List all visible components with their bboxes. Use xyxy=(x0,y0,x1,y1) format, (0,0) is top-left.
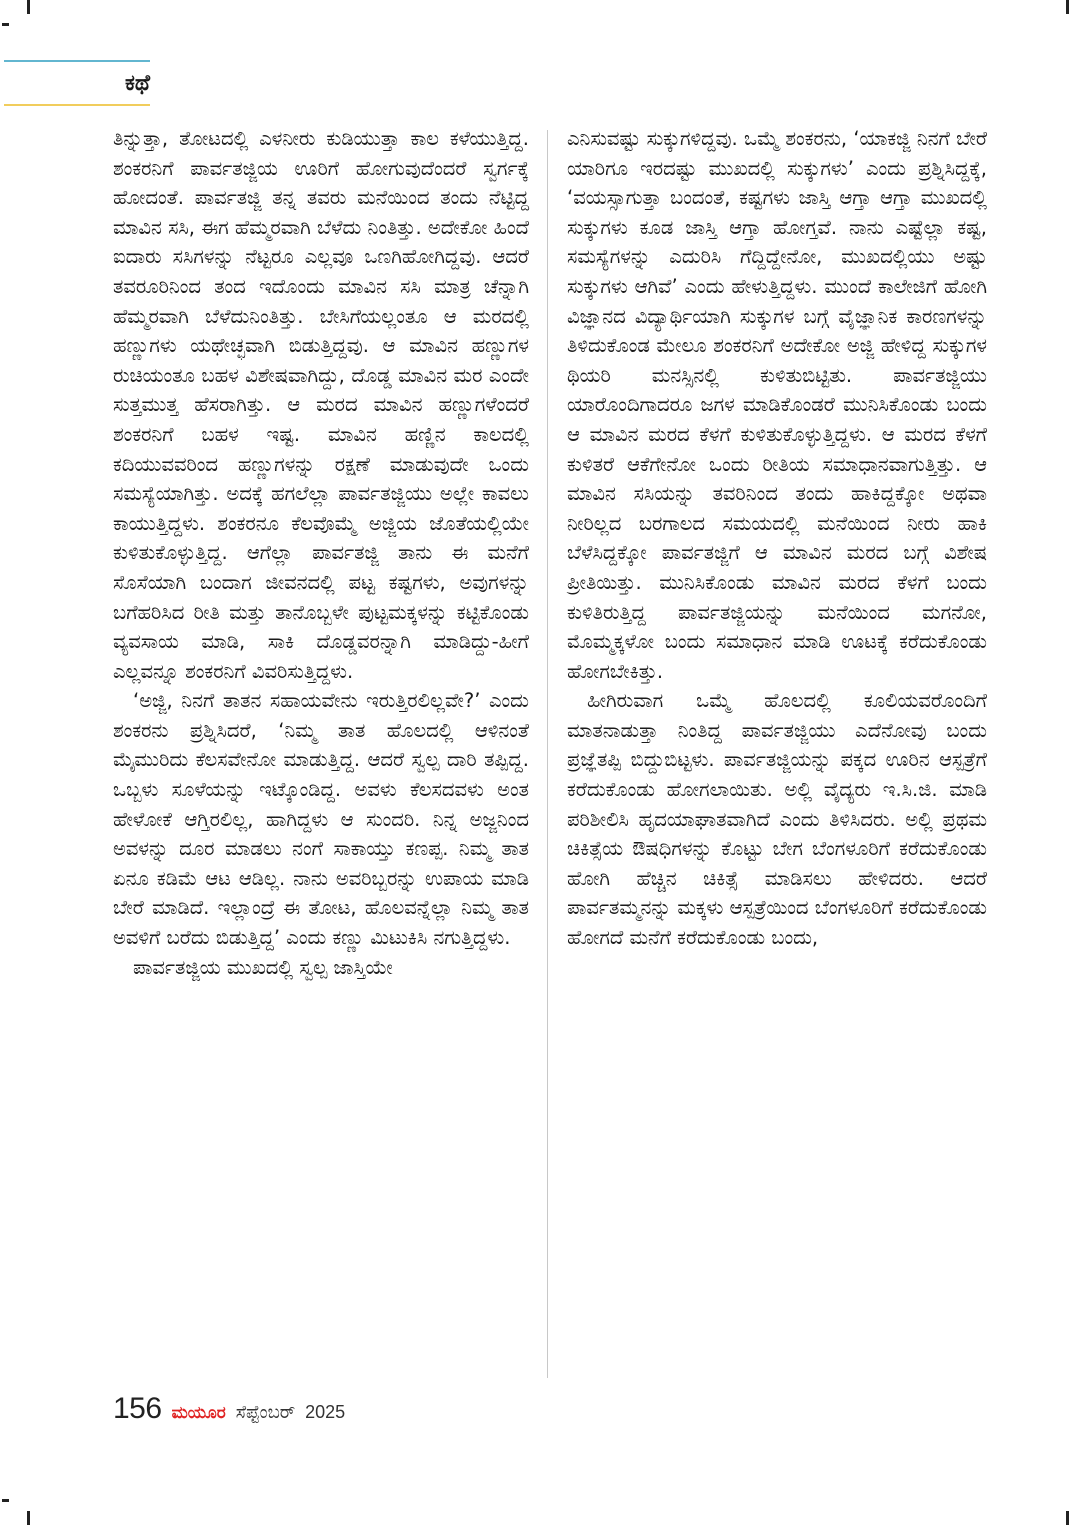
issue-month: ಸೆಪ್ಟೆಂಬರ್ xyxy=(235,1402,296,1423)
section-header xyxy=(4,58,150,108)
crop-mark xyxy=(2,23,9,26)
issue-year: 2025 xyxy=(305,1402,346,1422)
header-rule-top xyxy=(4,60,150,62)
section-label: ಕಥೆ xyxy=(125,71,150,96)
header-rule-bottom xyxy=(4,104,150,106)
crop-mark xyxy=(1066,0,1069,14)
article-column-left xyxy=(113,124,529,982)
paragraph: ಎನಿಸುವಷ್ಟು ಸುಕ್ಕುಗಳಿದ್ದವು. ಒಮ್ಮೆ ಶಂಕರನು, ‘ಯಾಕಜ್ಜಿ ನಿನಗೆ ಬೇರೆ ಯಾರಿಗೂ ಇರದಷ್ಟು ಮುಖದಲ್ಲಿ ಸುಕ್ಕುಗಳು’ ಎಂದು ಪ್ರಶ್ನಿಸಿದ್ದಕ್ಕೆ, ‘ವಯಸ್ಸಾಗುತ್ತಾ ಬಂದಂತೆ, ಕಷ್ಟಗಳು ಜಾಸ್ತಿ ಆಗ್ತಾ ಆಗ್ತಾ ಮುಖದಲ್ಲಿ ಸುಕ್ಕುಗಳು ಕೂಡ ಜಾಸ್ತಿ ಆಗ್ತಾ ಹೋಗ್ತವೆ. ನಾನು ಎಷ್ಟೆಲ್ಲಾ ಕಷ್ಟ, ಸಮಸ್ಯೆಗಳನ್ನು ಎದುರಿಸಿ ಗೆದ್ದಿದ್ದೇನೋ, ಮುಖದಲ್ಲಿಯು ಅಷ್ಟು ಸುಕ್ಕುಗಳು ಆಗಿವೆ’ ಎಂದು ಹೇಳುತ್ತಿದ್ದಳು. ಮುಂದೆ ಕಾಲೇಜಿಗೆ ಹೋಗಿ ವಿಜ್ಞಾನದ ವಿದ್ಯಾರ್ಥಿಯಾಗಿ ಸುಕ್ಕುಗಳ ಬಗ್ಗೆ ವೈಜ್ಞಾನಿಕ ಕಾರಣಗಳನ್ನು ತಿಳಿದುಕೊಂಡ ಮೇಲೂ ಶಂಕರನಿಗೆ ಅದೇಕೋ ಅಜ್ಜಿ ಹೇಳಿದ್ದ ಸುಕ್ಕುಗಳ ಥಿಯರಿ ಮನಸ್ಸಿನಲ್ಲಿ ಕುಳಿತುಬಿಟ್ಟಿತು. ಪಾರ್ವತಜ್ಜಿಯು ಯಾರೊಂದಿಗಾದರೂ ಜಗಳ ಮಾಡಿಕೊಂಡರೆ ಮುನಿಸಿಕೊಂಡು ಬಂದು ಆ ಮಾವಿನ ಮರದ ಕೆಳಗೆ ಕುಳಿತುಕೊಳ್ಳುತ್ತಿದ್ದಳು. ಆ ಮರದ ಕೆಳಗೆ ಕುಳಿತರೆ ಆಕೆಗೇನೋ ಒಂದು ರೀತಿಯ ಸಮಾಧಾನವಾಗುತ್ತಿತ್ತು. ಆ ಮಾವಿನ ಸಸಿಯನ್ನು ತವರಿನಿಂದ ತಂದು ಹಾಕಿದ್ದಕ್ಕೋ ಅಥವಾ ನೀರಿಲ್ಲದ ಬರಗಾಲದ ಸಮಯದಲ್ಲಿ ಮನೆಯಿಂದ ನೀರು ಹಾಕಿ ಬೆಳೆಸಿದ್ದಕ್ಕೋ ಪಾರ್ವತಜ್ಜಿಗೆ ಆ ಮಾವಿನ ಮರದ ಬಗ್ಗೆ ವಿಶೇಷ ಪ್ರೀತಿಯಿತ್ತು. ಮುನಿಸಿಕೊಂಡು ಮಾವಿನ ಮರದ ಕೆಳಗೆ ಬಂದು ಕುಳಿತಿರುತ್ತಿದ್ದ ಪಾರ್ವತಜ್ಜಿಯನ್ನು ಮನೆಯಿಂದ ಮಗನೋ, ಮೊಮ್ಮಕ್ಕಳೋ ಬಂದು ಸಮಾಧಾನ ಮಾಡಿ ಊಟಕ್ಕೆ ಕರೆದುಕೊಂಡು ಹೋಗಬೇಕಿತ್ತು. xyxy=(567,127,987,683)
article-column-right xyxy=(567,124,987,953)
paragraph: ತಿನ್ನುತ್ತಾ, ತೋಟದಲ್ಲಿ ಎಳನೀರು ಕುಡಿಯುತ್ತಾ ಕಾಲ ಕಳೆಯುತ್ತಿದ್ದ. ಶಂಕರನಿಗೆ ಪಾರ್ವತಜ್ಜಿಯ ಊರಿಗೆ ಹೋಗುವುದೆಂದರೆ ಸ್ವರ್ಗಕ್ಕೆ ಹೋದಂತೆ. ಪಾರ್ವತಜ್ಜಿ ತನ್ನ ತವರು ಮನೆಯಿಂದ ತಂದು ನೆಟ್ಟಿದ್ದ ಮಾವಿನ ಸಸಿ, ಈಗ ಹೆಮ್ಮರವಾಗಿ ಬೆಳೆದು ನಿಂತಿತ್ತು. ಅದೇಕೋ ಹಿಂದೆ ಐದಾರು ಸಸಿಗಳನ್ನು ನೆಟ್ಟರೂ ಎಲ್ಲವೂ ಒಣಗಿಹೋಗಿದ್ದವು. ಆದರೆ ತವರೂರಿನಿಂದ ತಂದ ಇದೊಂದು ಮಾವಿನ ಸಸಿ ಮಾತ್ರ ಚೆನ್ನಾಗಿ ಹೆಮ್ಮರವಾಗಿ ಬೆಳೆದುನಿಂತಿತ್ತು. ಬೇಸಿಗೆಯಲ್ಲಂತೂ ಆ ಮರದಲ್ಲಿ ಹಣ್ಣುಗಳು ಯಥೇಚ್ಛವಾಗಿ ಬಿಡುತ್ತಿದ್ದವು. ಆ ಮಾವಿನ ಹಣ್ಣುಗಳ ರುಚಿಯಂತೂ ಬಹಳ ವಿಶೇಷವಾಗಿದ್ದು, ದೊಡ್ಡ ಮಾವಿನ ಮರ ಎಂದೇ ಸುತ್ತಮುತ್ತ ಹೆಸರಾಗಿತ್ತು. ಆ ಮರದ ಮಾವಿನ ಹಣ್ಣುಗಳೆಂದರೆ ಶಂಕರನಿಗೆ ಬಹಳ ಇಷ್ಟ. ಮಾವಿನ ಹಣ್ಣಿನ ಕಾಲದಲ್ಲಿ ಕದಿಯುವವರಿಂದ ಹಣ್ಣುಗಳನ್ನು ರಕ್ಷಣೆ ಮಾಡುವುದೇ ಒಂದು ಸಮಸ್ಯೆಯಾಗಿತ್ತು. ಅದಕ್ಕೆ ಹಗಲೆಲ್ಲಾ ಪಾರ್ವತಜ್ಜಿಯು ಅಲ್ಲೇ ಕಾವಲು ಕಾಯುತ್ತಿದ್ದಳು. ಶಂಕರನೂ ಕೆಲವೊಮ್ಮೆ ಅಜ್ಜಿಯ ಜೊತೆಯಲ್ಲಿಯೇ ಕುಳಿತುಕೊಳ್ಳುತ್ತಿದ್ದ. ಆಗೆಲ್ಲಾ ಪಾರ್ವತಜ್ಜಿ ತಾನು ಈ ಮನೆಗೆ ಸೊಸೆಯಾಗಿ ಬಂದಾಗ ಜೀವನದಲ್ಲಿ ಪಟ್ಟ ಕಷ್ಟಗಳು, ಅವುಗಳನ್ನು ಬಗೆಹರಿಸಿದ ರೀತಿ ಮತ್ತು ತಾನೊಬ್ಬಳೇ ಪುಟ್ಟಮಕ್ಕಳನ್ನು ಕಟ್ಟಿಕೊಂಡು ವ್ಯವಸಾಯ ಮಾಡಿ, ಸಾಕಿ ದೊಡ್ಡವರನ್ನಾಗಿ ಮಾಡಿದ್ದು-ಹೀಗೆ ಎಲ್ಲವನ್ನೂ ಶಂಕರನಿಗೆ ವಿವರಿಸುತ್ತಿದ್ದಳು. xyxy=(113,127,529,683)
page-footer xyxy=(113,1392,345,1428)
page-number: 156 xyxy=(113,1392,162,1425)
paragraph: ಹೀಗಿರುವಾಗ ಒಮ್ಮೆ ಹೊಲದಲ್ಲಿ ಕೂಲಿಯವರೊಂದಿಗೆ ಮಾತನಾಡುತ್ತಾ ನಿಂತಿದ್ದ ಪಾರ್ವತಜ್ಜಿಯು ಎದೆನೋವು ಬಂದು ಪ್ರಜ್ಞೆತಪ್ಪಿ ಬಿದ್ದುಬಿಟ್ಟಳು. ಪಾರ್ವತಜ್ಜಿಯನ್ನು ಪಕ್ಕದ ಊರಿನ ಆಸ್ಪತ್ರೆಗೆ ಕರೆದುಕೊಂಡು ಹೋಗಲಾಯಿತು. ಅಲ್ಲಿ ವೈದ್ಯರು ಇ.ಸಿ.ಜಿ. ಮಾಡಿ ಪರಿಶೀಲಿಸಿ ಹೃದಯಾಘಾತವಾಗಿದೆ ಎಂದು ತಿಳಿಸಿದರು. ಅಲ್ಲಿ ಪ್ರಥಮ ಚಿಕಿತ್ಸೆಯ ಔಷಧಿಗಳನ್ನು ಕೊಟ್ಟು ಬೇಗ ಬೆಂಗಳೂರಿಗೆ ಕರೆದುಕೊಂಡು ಹೋಗಿ ಹೆಚ್ಚಿನ ಚಿಕಿತ್ಸೆ ಮಾಡಿಸಲು ಹೇಳಿದರು. ಆದರೆ ಪಾರ್ವತಮ್ಮನನ್ನು ಮಕ್ಕಳು ಆಸ್ಪತ್ರೆಯಿಂದ ಬೆಂಗಳೂರಿಗೆ ಕರೆದುಕೊಂಡು ಹೋಗದೆ ಮನೆಗೆ ಕರೆದುಕೊಂಡು ಬಂದು, xyxy=(567,689,987,950)
crop-mark xyxy=(1066,1511,1069,1525)
crop-mark xyxy=(27,0,30,14)
crop-mark xyxy=(27,1511,30,1525)
paragraph: ‘ಅಜ್ಜಿ, ನಿನಗೆ ತಾತನ ಸಹಾಯವೇನು ಇರುತ್ತಿರಲಿಲ್ಲವೇ?’ ಎಂದು ಶಂಕರನು ಪ್ರಶ್ನಿಸಿದರೆ, ‘ನಿಮ್ಮ ತಾತ ಹೊಲದಲ್ಲಿ ಆಳಿನಂತೆ ಮೈಮುರಿದು ಕೆಲಸವೇನೋ ಮಾಡುತ್ತಿದ್ದ. ಆದರೆ ಸ್ವಲ್ಪ ದಾರಿ ತಪ್ಪಿದ್ದ. ಒಬ್ಬಳು ಸೂಳೆಯನ್ನು ಇಟ್ಕೊಂಡಿದ್ದ. ಅವಳು ಕೆಲಸದವಳು ಅಂತ ಹೇಳೋಕೆ ಆಗ್ತಿರಲಿಲ್ಲ, ಹಾಗಿದ್ದಳು ಆ ಸುಂದರಿ. ನಿನ್ನ ಅಜ್ಜನಿಂದ ಅವಳನ್ನು ದೂರ ಮಾಡಲು ನಂಗೆ ಸಾಕಾಯ್ತು ಕಣಪ್ಪ. ನಿಮ್ಮ ತಾತ ಏನೂ ಕಡಿಮೆ ಆಟ ಆಡಿಲ್ಲ. ನಾನು ಅವರಿಬ್ಬರನ್ನು ಉಪಾಯ ಮಾಡಿ ಬೇರೆ ಮಾಡಿದೆ. ಇಲ್ಲಾಂದ್ರೆ ಈ ತೋಟ, ಹೊಲವನ್ನೆಲ್ಲಾ ನಿಮ್ಮ ತಾತ ಅವಳಿಗೆ ಬರೆದು ಬಿಡುತ್ತಿದ್ದ’ ಎಂದು ಕಣ್ಣು ಮಿಟುಕಿಸಿ ನಗುತ್ತಿದ್ದಳು. xyxy=(113,689,529,950)
crop-mark xyxy=(2,1499,9,1502)
column-divider xyxy=(547,130,548,1378)
paragraph: ಪಾರ್ವತಜ್ಜಿಯ ಮುಖದಲ್ಲಿ ಸ್ವಲ್ಪ ಜಾಸ್ತಿಯೇ xyxy=(133,955,393,979)
magazine-logo: ಮಯೂರ xyxy=(171,1403,226,1423)
